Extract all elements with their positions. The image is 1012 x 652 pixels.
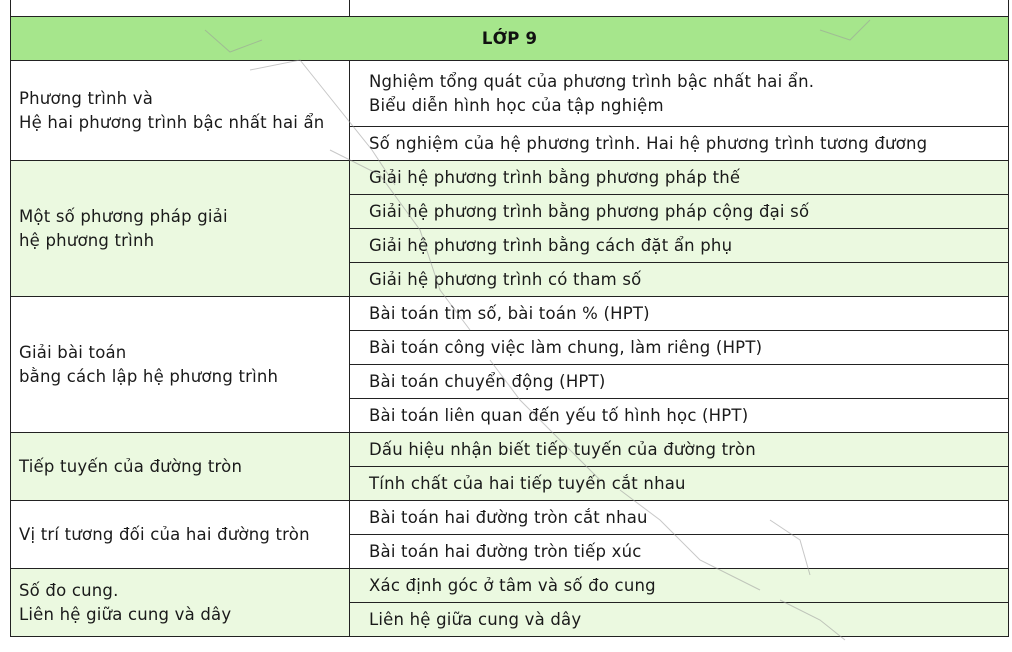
subtopic-cell (350, 433, 1009, 467)
topic-line: Giải bài toán (19, 342, 127, 362)
table-row (11, 433, 1009, 467)
subtopic-line: Giải hệ phương trình có tham số (369, 269, 642, 289)
subtopic-cell (350, 229, 1009, 263)
subtopic-cell (350, 399, 1009, 433)
table-row (11, 161, 1009, 195)
topic-cell (11, 501, 350, 569)
subtopic-line: Bài toán hai đường tròn tiếp xúc (369, 541, 642, 561)
subtopic-line: Giải hệ phương trình bằng phương pháp thế (369, 167, 741, 187)
subtopic-line: Bài toán hai đường tròn cắt nhau (369, 507, 648, 527)
subtopic-line: Giải hệ phương trình bằng cách đặt ẩn phụ (369, 235, 733, 255)
subtopic-cell (350, 501, 1009, 535)
subtopic-cell (350, 365, 1009, 399)
subtopic-line: Nghiệm tổng quát của phương trình bậc nhất hai ẩn. (369, 71, 815, 91)
subtopic-line: Tính chất của hai tiếp tuyến cắt nhau (369, 473, 686, 493)
curriculum-table (10, 16, 1009, 637)
subtopic-cell (350, 467, 1009, 501)
subtopic-line: Bài toán chuyển động (HPT) (369, 371, 606, 391)
topic-line: Phương trình và (19, 88, 154, 108)
subtopic-line: Giải hệ phương trình bằng phương pháp cộng đại số (369, 201, 810, 221)
previous-table-continuation (10, 0, 1009, 16)
topic-line: hệ phương trình (19, 230, 155, 250)
table-row (11, 61, 1009, 127)
topic-line: Tiếp tuyến của đường tròn (19, 456, 243, 476)
subtopic-line: Liên hệ giữa cung và dây (369, 609, 582, 629)
topic-cell (11, 161, 350, 297)
subtopic-line: Bài toán tìm số, bài toán % (HPT) (369, 303, 650, 323)
topic-cell (11, 297, 350, 433)
topic-line: Hệ hai phương trình bậc nhất hai ẩn (19, 112, 325, 132)
subtopic-line: Số nghiệm của hệ phương trình. Hai hệ phương trình tương đương (369, 133, 928, 153)
subtopic-line: Dấu hiệu nhận biết tiếp tuyến của đường tròn (369, 439, 756, 459)
topic-line: Vị trí tương đối của hai đường tròn (19, 524, 310, 544)
table-row (11, 297, 1009, 331)
subtopic-cell (350, 535, 1009, 569)
table-row (11, 569, 1009, 603)
subtopic-cell (350, 297, 1009, 331)
subtopic-cell (350, 61, 1009, 127)
topic-line: Số đo cung. (19, 580, 119, 600)
subtopic-cell (350, 603, 1009, 637)
topic-line: bằng cách lập hệ phương trình (19, 366, 279, 386)
subtopic-cell (350, 127, 1009, 161)
subtopic-line: Bài toán liên quan đến yếu tố hình học (HPT) (369, 405, 749, 425)
subtopic-line: Bài toán công việc làm chung, làm riêng (HPT) (369, 337, 763, 357)
table-row (11, 501, 1009, 535)
topic-line: Liên hệ giữa cung và dây (19, 604, 232, 624)
subtopic-cell (350, 161, 1009, 195)
grade-title: LỚP 9 (11, 17, 1009, 61)
column-divider (349, 0, 350, 16)
subtopic-line: Xác định góc ở tâm và số đo cung (369, 575, 656, 595)
topic-cell (11, 61, 350, 161)
topic-cell (11, 433, 350, 501)
subtopic-cell (350, 263, 1009, 297)
topic-line: Một số phương pháp giải (19, 206, 228, 226)
subtopic-cell (350, 195, 1009, 229)
subtopic-cell (350, 569, 1009, 603)
grade-title-row (11, 17, 1009, 61)
topic-cell (11, 569, 350, 637)
subtopic-line: Biểu diễn hình học của tập nghiệm (369, 95, 664, 115)
subtopic-cell (350, 331, 1009, 365)
